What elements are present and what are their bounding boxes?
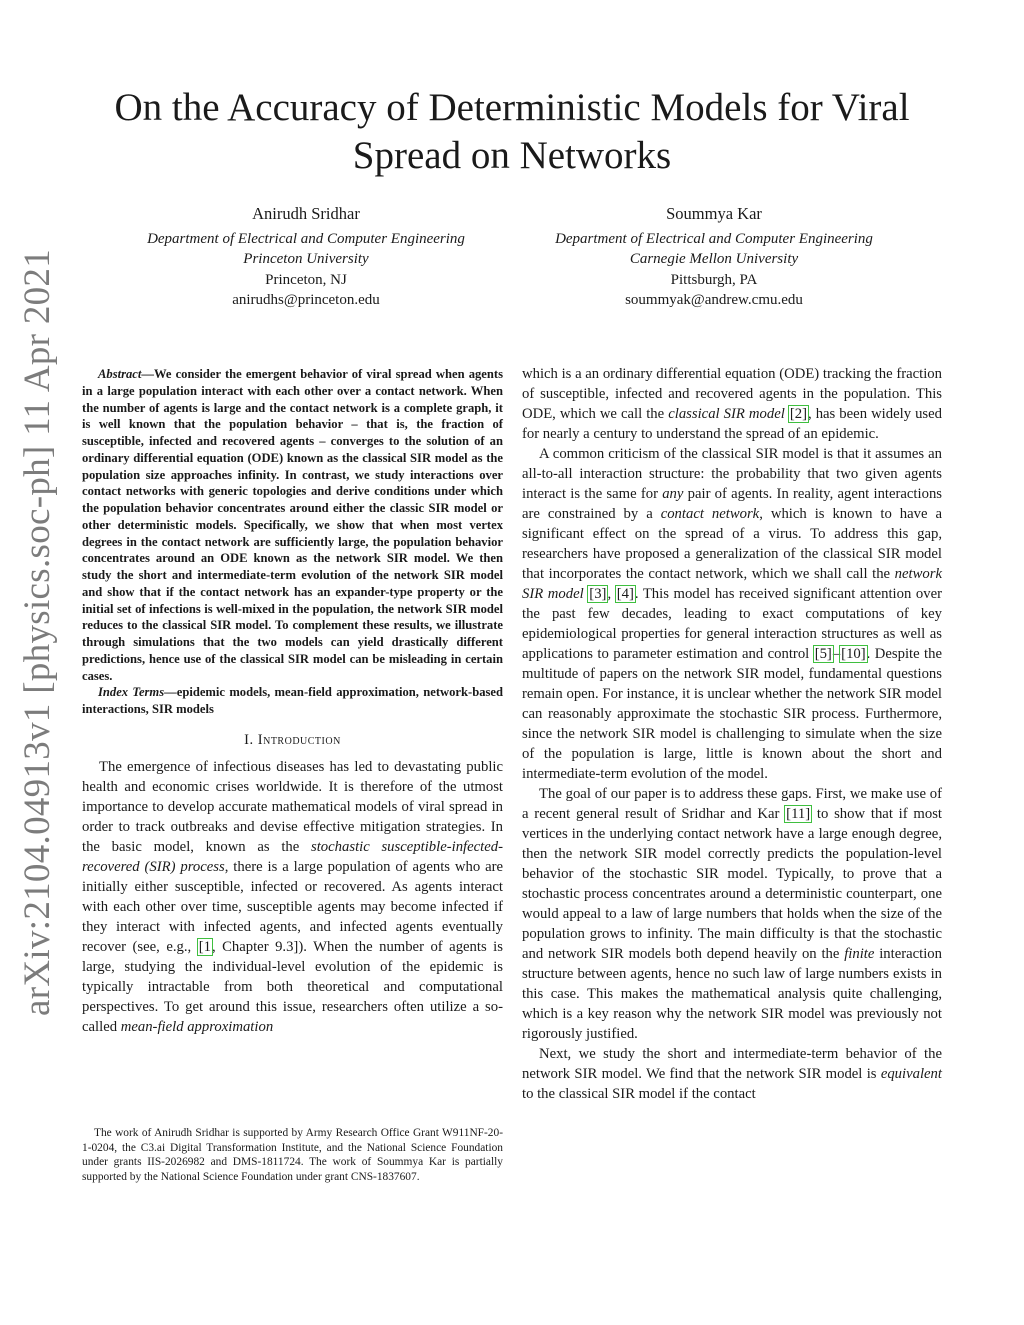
section-heading (82, 732, 503, 749)
footnote (82, 1126, 503, 1184)
body-paragraph (522, 1044, 942, 1104)
arxiv-identifier: arXiv:2104.04913v1 [physics.soc-ph] 11 Apr 2021 (17, 248, 58, 1016)
emphasis: finite (844, 946, 875, 962)
text-run: , there is a large population of agents who are initially either susceptible, infected or recovered. As agents interact with each other over time, susceptible agents may become infected if they interact with infected agents, and infected agents eventually recover (see, e.g., (82, 858, 503, 955)
author-name: Anirudh Sridhar (252, 204, 360, 223)
emphasis: stochastic susceptible-infected-recovered (SIR) process (82, 838, 503, 875)
text-run: interaction structure between agents, hence no such law of large numbers exists in this case. This makes the mathematical analysis quite challenging, which is a key reason why the network SIR model was previously not rigorously justified. (522, 946, 942, 1042)
author-email: anirudhs@princeton.edu (232, 292, 380, 308)
section-title: Introduction (257, 731, 341, 748)
text-run: – (832, 646, 841, 662)
text-run: which is a an ordinary differential equation (ODE) tracking the fraction of susceptible, infected and recovered agents in the population. This ODE, which we call the (522, 366, 942, 422)
author-location: Pittsburgh, PA (670, 271, 758, 288)
text-run: , has been widely used for nearly a century to understand the spread of an epidemic. (522, 406, 943, 442)
index-terms-label: Index Terms (98, 685, 165, 700)
index-terms (82, 684, 503, 718)
title-line-1: On the Accuracy of Deterministic Models for Viral (114, 86, 910, 129)
abstract-label: Abstract (98, 367, 142, 381)
author-univ: Carnegie Mellon University (629, 251, 799, 267)
author-univ: Princeton University (243, 251, 369, 267)
citation-link[interactable]: [11] (786, 806, 811, 822)
emphasis: mean-field approximation (120, 1018, 274, 1035)
author-location: Princeton, NJ (265, 271, 347, 288)
author-email: soummyak@andrew.cmu.edu (625, 292, 803, 308)
body-paragraph (522, 444, 942, 784)
body-paragraph (522, 784, 942, 1044)
author-dept: Department of Electrical and Computer Engineering (147, 230, 465, 247)
author-name: Soummya Kar (666, 204, 762, 223)
abstract-text: —We consider the emergent behavior of viral spread when agents in a large population interact with each other over a contact network. When the number of agents is large and the contact network is a complete graph, it is well known that the population behavior – that is, the fraction of susceptible, infected and recovered agents – converges to the solution of an ordinary differential equation (ODE) known as the classical SIR model as the population size approaches infinity. In contrast, we study interactions over contact networks with generic topologies and derive conditions under which the population behavior concentrates around either the classic SIR model or other deterministic models. Specifically, we show that when most vertex degrees in the contact network are sufficiently large, the population behavior concentrates around an ODE known as the network SIR model. We then study the short and intermediate-term evolution of the network SIR model and show that if the contact network has an expander-type property or the initial set of infections is well-mixed in the population, the network SIR model reduces to the classical SIR model. To complement these results, we illustrate through simulations that the two models can yield drastically different predictions, hence use of the classical SIR model can be misleading in certain cases. (82, 367, 503, 683)
index-terms-text: —epidemic models, mean-field approximation, network-based interactions, SIR models (82, 685, 503, 716)
title-line-2: Spread on Networks (352, 134, 672, 177)
citation-link[interactable]: [1 (198, 938, 211, 955)
author-dept: Department of Electrical and Computer Engineering (555, 230, 873, 247)
text-run: , Chapter 9.3]). When the number of agents is large, studying the individual-level evolution of the epidemic is typically intractable from both theoretical and computational perspectives. To get around this issue, researchers often utilize a so-called (82, 938, 503, 1035)
text-run: pair of agents. In reality, agent interactions are constrained by a (522, 486, 943, 522)
text-run: to show that if most vertices in the underlying contact network have a large enough degree, then the network SIR model correctly predicts the population-level behavior of the stochastic SIR model. Typically, to prove that a stochastic process concentrates around a deterministic counterpart, one would appeal to a law of large numbers that holds when the size of the population grows to infinity. The main difficulty is that the stochastic and network SIR models both depend heavily on the (522, 806, 942, 962)
emphasis: classical SIR model (668, 406, 785, 422)
right-column (522, 364, 942, 1104)
emphasis: contact network (660, 506, 760, 522)
text-run: , (607, 586, 616, 602)
section-number: I. (244, 731, 258, 748)
text-run: , which is known to have a significant effect on the spread of a virus. To address this gap, researchers have proposed a generalization of the classical SIR model that incorporates the contact network, which we shall call the (522, 506, 942, 582)
text-run: . This model has received significant attention over the past few decades, leading to exact computations of key epidemiological properties for general interaction structures as well as applications to parameter estimation and control (522, 586, 942, 662)
text-run: The goal of our paper is to address these gaps. First, we make use of a recent general result of Sridhar and Kar (522, 786, 942, 822)
abstract (82, 366, 503, 684)
text-run: The emergence of infectious diseases has led to devastating public health and economic crises worldwide. It is therefore of the utmost importance to develop accurate mathematical models of viral spread in order to track outbreaks and devise effective mitigation strategies. In the basic model, known as the (82, 758, 503, 855)
citation-link[interactable]: [5] (814, 646, 832, 662)
author-block-2 (504, 204, 924, 311)
text-run: to the classical SIR model if the contact (522, 1086, 756, 1102)
text-run: A common criticism of the classical SIR model is that it assumes an all-to-all interaction structure: the probability that two given agents interact is the same for (522, 446, 942, 502)
emphasis: equivalent (880, 1066, 942, 1082)
author-block-1 (96, 204, 516, 311)
text-run: Next, we study the short and intermediate-term behavior of the network SIR model. We find that the network SIR model is (522, 1046, 942, 1082)
emphasis: network SIR model (522, 566, 942, 602)
citation-link[interactable]: [10] (841, 646, 866, 662)
intro-paragraph (82, 757, 503, 1037)
paper-title (60, 84, 964, 180)
citation-link[interactable]: [2] (789, 406, 807, 422)
left-column (82, 366, 503, 1037)
emphasis: any (662, 486, 684, 502)
citation-link[interactable]: [3] (589, 586, 607, 602)
footnote-text: The work of Anirudh Sridhar is supported by Army Research Office Grant W911NF-20-1-0204, the C3.ai Digital Transformation Institute, and the National Science Foundation under grants IIS-2026982 and DMS-1811724. The work of Soummya Kar is partially supported by the National Science Foundation under grant CNS-1837607. (82, 1127, 503, 1183)
citation-link[interactable]: [4] (616, 586, 634, 602)
body-paragraph (522, 364, 942, 444)
text-run: . Despite the multitude of papers on the network SIR model, fundamental questions remain open. For instance, it is unclear whether the network SIR model can reasonably approximate the stochastic SIR process. Furthermore, since the network SIR model is challenging to simulate when the size of the population is large, little is known about the short and intermediate-term evolution of the model. (522, 646, 942, 782)
